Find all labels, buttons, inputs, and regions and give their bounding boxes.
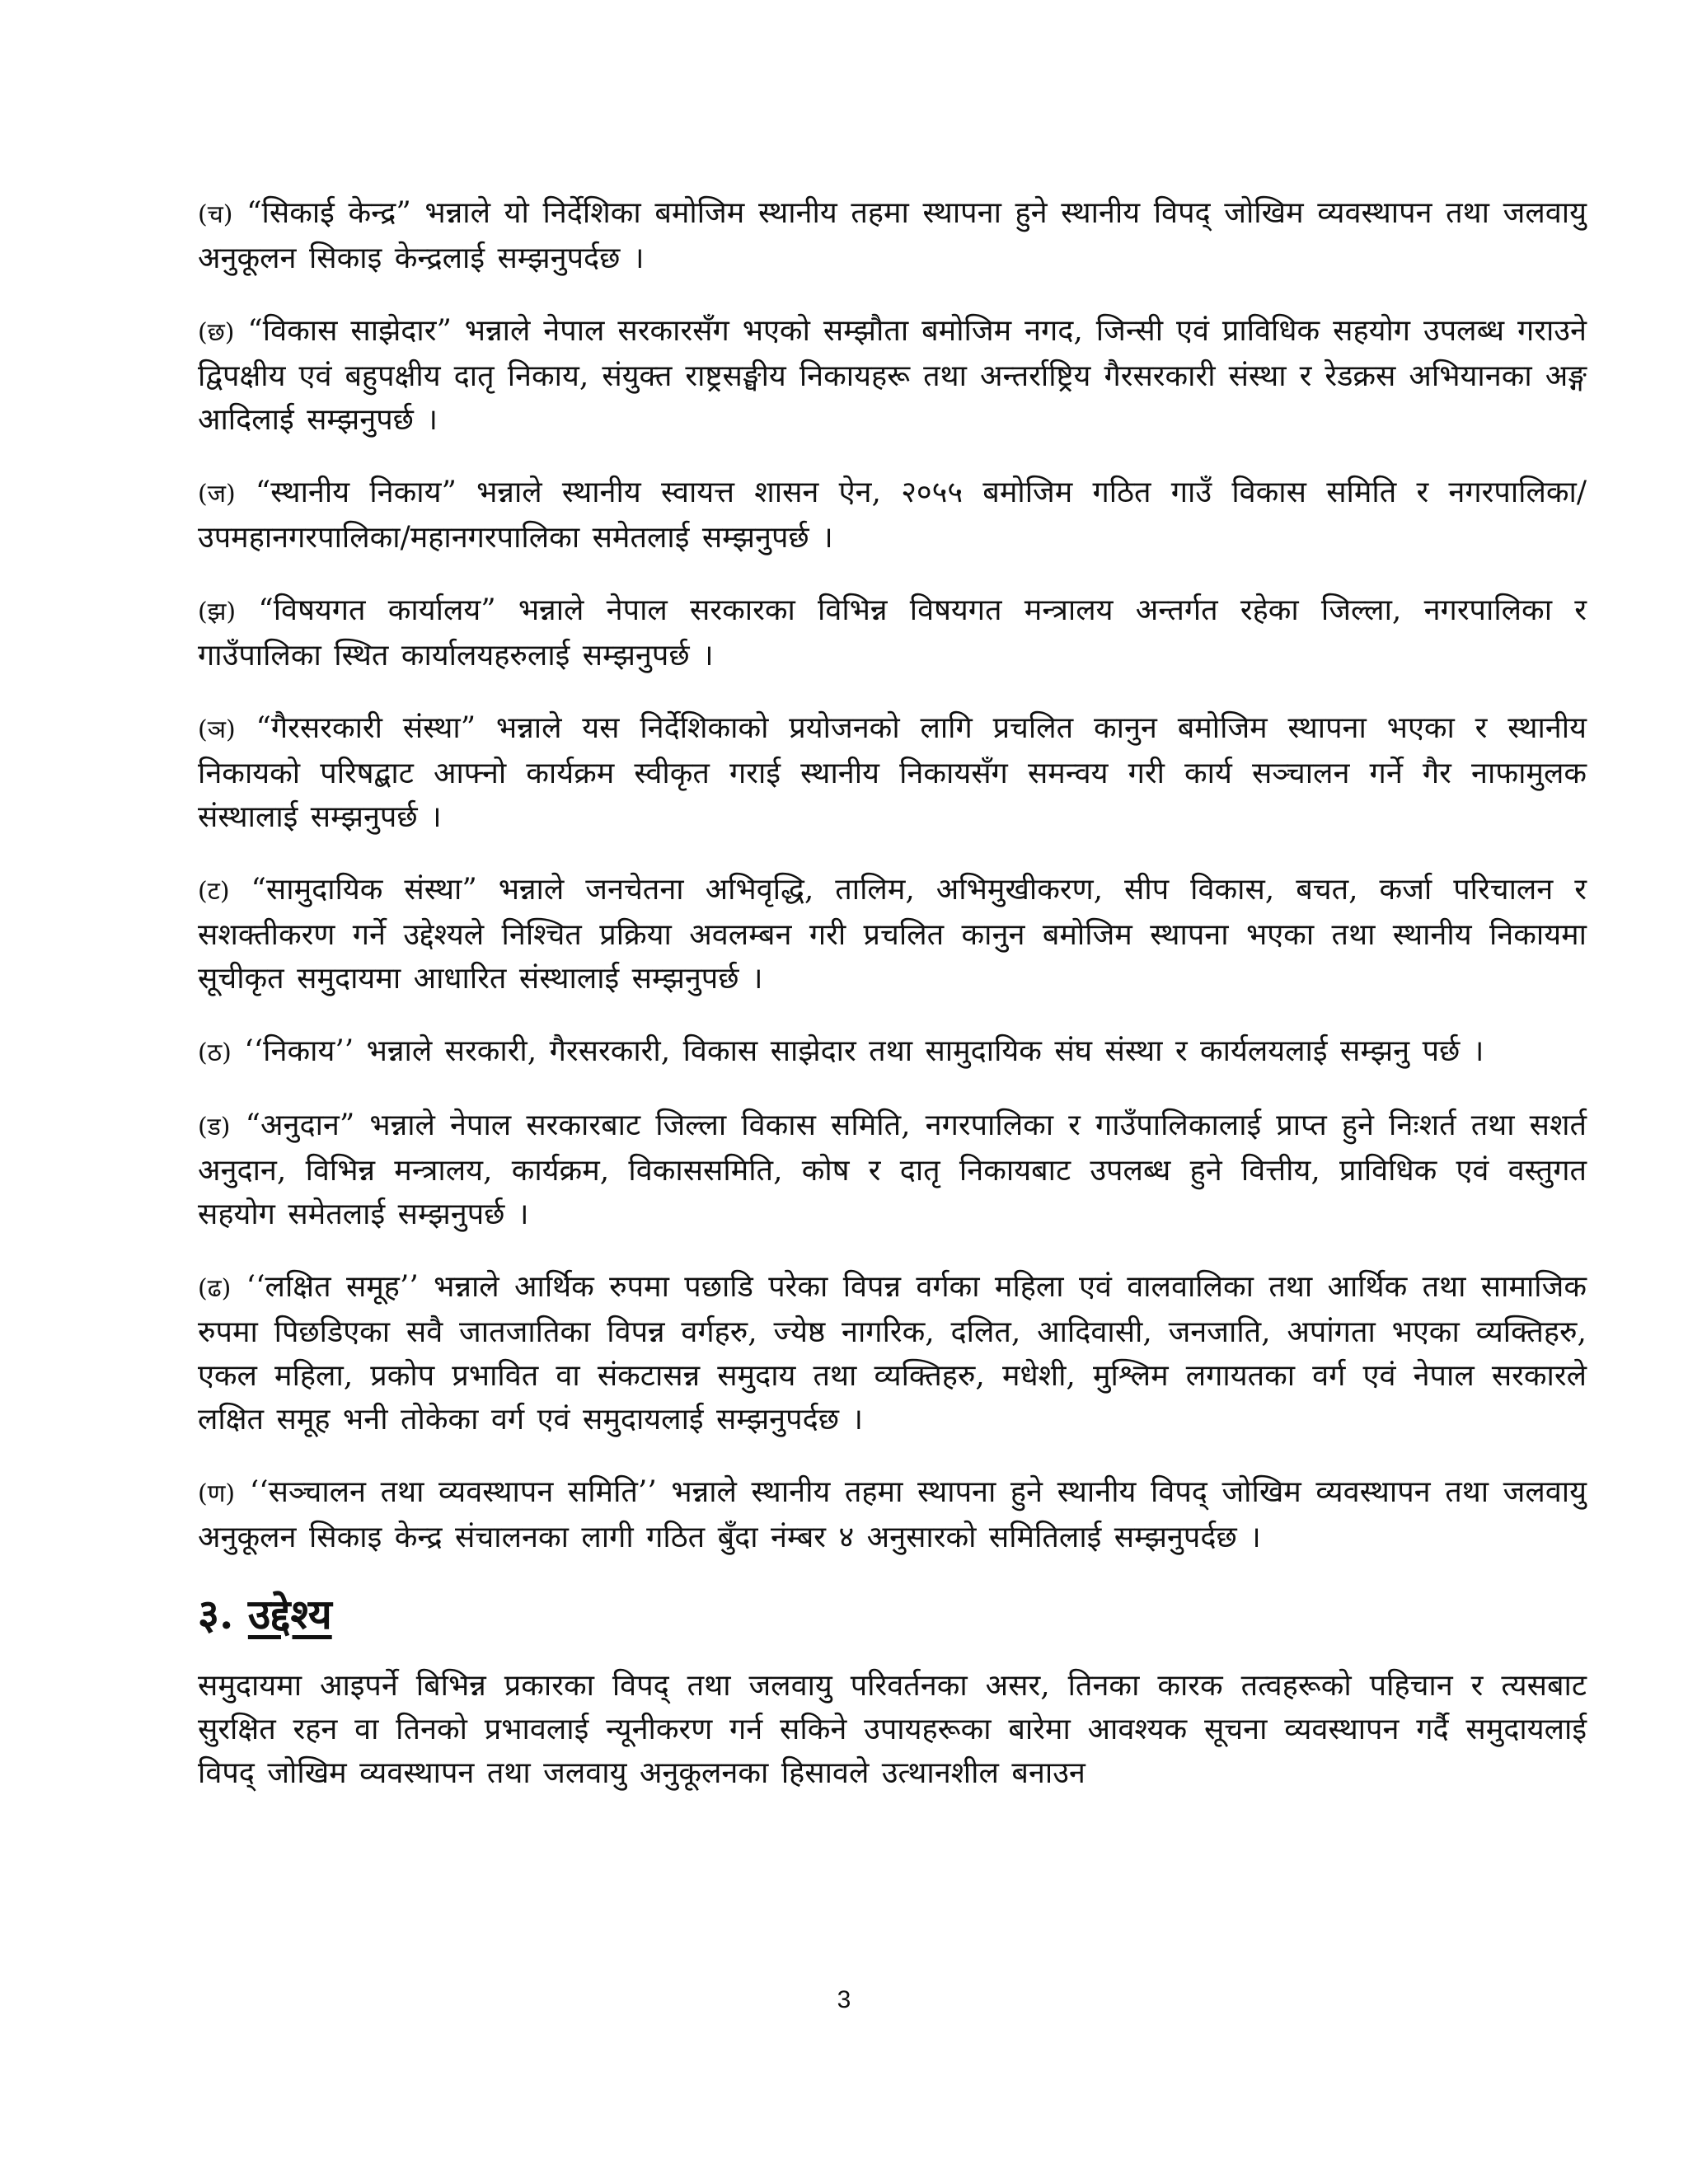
definition-label: (छ)	[198, 318, 235, 347]
definition-label: (ट)	[198, 877, 230, 906]
definition-text: “सामुदायिक संस्था” भन्नाले जनचेतना अभिवृद्धि, तालिम, अभिमुखीकरण, सीप विकास, बचत, कर्जा परिचालन र सशक्तीकरण गर्ने उद्देश्यले निश्चित प्रक्रिया अवलम्बन गरी प्रचलित कानुन बमोजिम स्थापना भएका तथा स्थानीय निकायमा सूचीकृत समुदायमा आधारित संस्थालाई सम्झनुपर्छ ।	[198, 873, 1587, 996]
definition-cha	[198, 191, 1587, 280]
definition-text: “अनुदान” भन्नाले नेपाल सरकारबाट जिल्ला विकास समिति, नगरपालिका र गाउँपालिकालाई प्राप्त हुने निःशर्त तथा सशर्त अनुदान, विभिन्न मन्त्रालय, कार्यक्रम, विकाससमिति, कोष र दातृ निकायबाट उपलब्ध हुने वित्तीय, प्राविधिक एवं वस्तुगत सहयोग समेतलाई सम्झनुपर्छ ।	[198, 1108, 1587, 1231]
definition-text: “गैरसरकारी संस्था” भन्नाले यस निर्देशिकाको प्रयोजनको लागि प्रचलित कानुन बमोजिम स्थापना भएका र स्थानीय निकायको परिषद्बाट आफ्नो कार्यक्रम स्वीकृत गराई स्थानीय निकायसँग समन्वय गरी कार्य सञ्चालन गर्ने गैर नाफामुलक संस्थालाई सम्झनुपर्छ ।	[198, 711, 1587, 834]
section-heading	[198, 1588, 1587, 1641]
definition-label: (झ)	[198, 598, 237, 626]
definition-ta	[198, 868, 1587, 1001]
definition-text: “विकास साझेदार” भन्नाले नेपाल सरकारसँग भएको सम्झौता बमोजिम नगद, जिन्सी एवं प्राविधिक सहयोग उपलब्ध गराउने द्विपक्षीय एवं बहुपक्षीय दातृ निकाय, संयुक्त राष्ट्रसङ्घीय निकायहरू तथा अन्तर्राष्ट्रिय गैरसरकारी संस्था र रेडक्रस अभियानका अङ्ग आदिलाई सम्झनुपर्छ ।	[198, 314, 1587, 437]
definition-dha	[198, 1265, 1587, 1441]
definition-text: “विषयगत कार्यालय” भन्नाले नेपाल सरकारका विभिन्न विषयगत मन्त्रालय अन्तर्गत रहेका जिल्ला, नगरपालिका र गाउँपालिका स्थित कार्यालयहरुलाई सम्झनुपर्छ ।	[198, 593, 1587, 673]
section-number: ३.	[198, 1590, 234, 1638]
definition-da	[198, 1104, 1587, 1236]
definition-text: ‘‘निकाय’’ भन्नाले सरकारी, गैरसरकारी, विकास साझेदार तथा सामुदायिक संघ संस्था र कार्यलयलाई सम्झनु पर्छ ।	[244, 1034, 1484, 1068]
definition-tha	[198, 1029, 1587, 1075]
definition-label: (ढ)	[198, 1274, 232, 1303]
section-body: समुदायमा आइपर्ने बिभिन्न प्रकारका विपद् तथा जलवायु परिवर्तनका असर, तिनका कारक तत्वहरूको पहिचान र त्यसबाट सुरक्षित रहन वा तिनको प्रभावलाई न्यूनीकरण गर्न सकिने उपायहरूका बारेमा आवश्यक सूचना व्यवस्थापन गर्दै समुदायलाई विपद् जोखिम व्यवस्थापन तथा जलवायु अनुकूलनका हिसावले उत्थानशील बनाउन	[198, 1669, 1587, 1790]
definition-label: (ण)	[198, 1479, 236, 1508]
definition-label: (ठ)	[198, 1038, 232, 1067]
section-title: उद्देश्य	[247, 1590, 332, 1638]
definition-label: (च)	[198, 200, 233, 229]
definition-text: “सिकाई केन्द्र” भन्नाले यो निर्देशिका बमोजिम स्थानीय तहमा स्थापना हुने स्थानीय विपद् जोखिम व्यवस्थापन तथा जलवायु अनुकूलन सिकाइ केन्द्रलाई सम्झनुपर्दछ ।	[198, 196, 1587, 275]
page-number: 3	[837, 1986, 851, 2013]
definition-label: (ञ)	[198, 715, 236, 744]
definition-jha	[198, 588, 1587, 677]
definition-text: “स्थानीय निकाय” भन्नाले स्थानीय स्वायत्त शासन ऐन, २०५५ बमोजिम गठित गाउँ विकास समिति र नगरपालिका/उपमहानगरपालिका/महानगरपालिका समेतलाई सम्झनुपर्छ ।	[198, 476, 1587, 555]
definition-text: ‘‘लक्षित समूह’’ भन्नाले आर्थिक रुपमा पछाडि परेका विपन्न वर्गका महिला एवं वालवालिका तथा आर्थिक तथा सामाजिक रुपमा पिछडिएका सवै जातजातिका विपन्न वर्गहरु, ज्येष्ठ नागरिक, दलित, आदिवासी, जनजाति, अपांगता भएका व्यक्तिहरु, एकल महिला, प्रकोप प्रभावित वा संकटासन्न समुदाय तथा व्यक्तिहरु, मधेशी, मुश्लिम लगायतका वर्ग एवं नेपाल सरकारले लक्षित समूह भनी तोकेका वर्ग एवं समुदायलाई सम्झनुपर्दछ ।	[198, 1270, 1587, 1436]
definition-chha	[198, 309, 1587, 442]
definition-nya	[198, 706, 1587, 839]
definition-ja	[198, 471, 1587, 560]
page-content	[198, 191, 1587, 1795]
definition-text: ‘‘सञ्चालन तथा व्यवस्थापन समिति’’ भन्नाले स्थानीय तहमा स्थापना हुने स्थानीय विपद् जोखिम व्यवस्थापन तथा जलवायु अनुकूलन सिकाइ केन्द्र संचालनका लागी गठित बुँदा नंम्बर ४ अनुसारको समितिलाई सम्झनुपर्दछ ।	[198, 1475, 1587, 1554]
definition-na	[198, 1470, 1587, 1559]
definition-label: (ड)	[198, 1113, 231, 1141]
definition-label: (ज)	[198, 480, 236, 509]
